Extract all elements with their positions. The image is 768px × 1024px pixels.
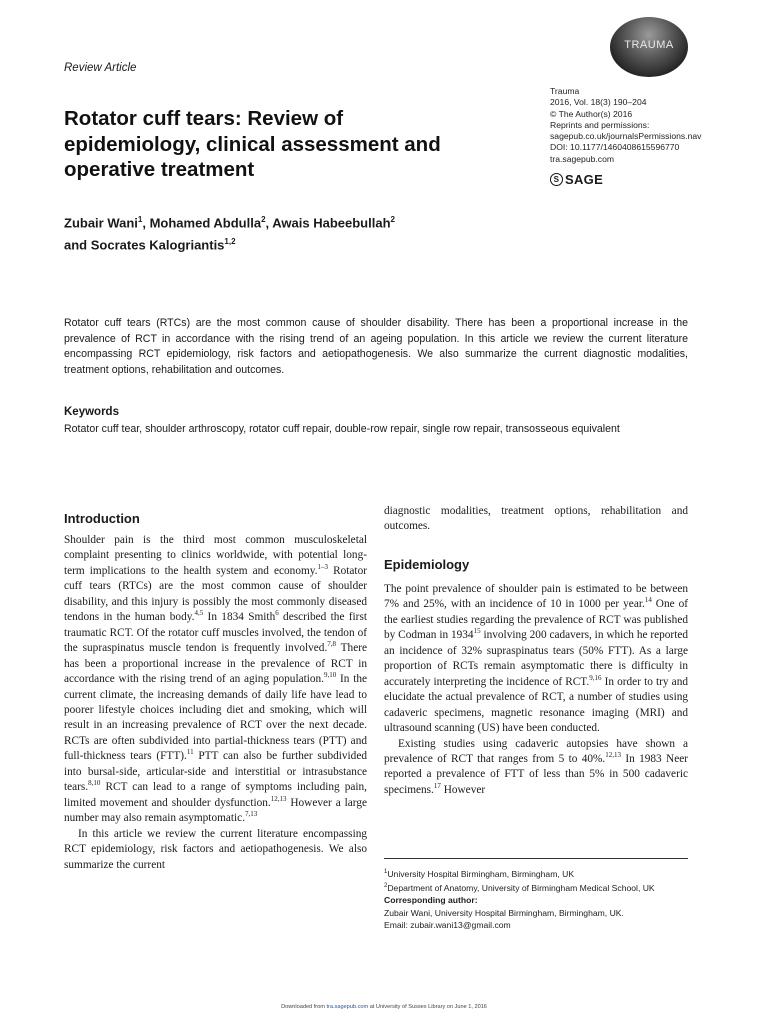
citation-superscript[interactable]: 8,10	[88, 779, 101, 788]
citation-superscript[interactable]: 7,13	[245, 810, 258, 819]
meta-copyright: © The Author(s) 2016	[550, 108, 633, 119]
download-suffix: at University of Sussex Library on June 1, 2016	[368, 1004, 487, 1010]
affiliation-text: University Hospital Birmingham, Birmingham, UK	[387, 868, 575, 879]
text-run: The point prevalence of shoulder pain is estimated to be between 7% and 25%, with an incidence of 10 in 1000 per year.	[384, 583, 688, 611]
citation-superscript[interactable]: 15	[473, 627, 481, 636]
sage-s-icon: S	[550, 173, 563, 186]
author-name: Socrates Kalogriantis	[90, 237, 225, 253]
author-name: Mohamed Abdulla	[149, 215, 262, 231]
author-name: Zubair Wani	[64, 215, 138, 231]
author-affiliation-mark: 2	[261, 215, 266, 224]
affiliation-2	[384, 880, 694, 894]
affiliation-1	[384, 866, 694, 880]
text-run: However	[440, 783, 486, 796]
citation-superscript[interactable]: 7,8	[327, 640, 337, 649]
author-name: Awais Habeebullah	[272, 215, 391, 231]
meta-volume: 2016, Vol. 18(3) 190–204	[550, 97, 647, 108]
journal-logo-text: TRAUMA	[624, 39, 674, 51]
text-run: One of the earliest studies regarding the prevalence of RCT was published by Codman in 1934	[384, 598, 688, 642]
download-source-link[interactable]: tra.sagepub.com	[326, 1004, 369, 1010]
citation-superscript[interactable]: 4,5	[194, 609, 204, 618]
right-column	[384, 582, 688, 798]
author-line-2	[64, 232, 534, 254]
intro-paragraph-2: In this article we review the current literature encompassing RCT epidemiology, risk factors and aetiopathogenesis. We also summarize the current	[64, 827, 367, 871]
affiliation-text: Department of Anatomy, University of Birmingham Medical School, UK	[387, 883, 655, 894]
author-affiliation-mark: 2	[390, 215, 395, 224]
sage-logo-text: SAGE	[565, 172, 604, 187]
download-prefix: Downloaded from	[281, 1004, 327, 1010]
citation-superscript[interactable]: 1–3	[317, 563, 329, 572]
download-notice	[0, 1004, 768, 1010]
text-run: RCT can lead to a range of symptoms including pain, limited movement and shoulder dysfunction.	[64, 781, 367, 809]
keywords-list: Rotator cuff tear, shoulder arthroscopy, rotator cuff repair, double-row repair, single row repair, transosseous equivalent	[64, 423, 620, 435]
citation-superscript[interactable]: 14	[644, 596, 652, 605]
citation-superscript[interactable]: 9,10	[324, 671, 337, 680]
author-affiliation-mark: 1	[137, 215, 143, 224]
text-run: described the first traumatic RCT. Of the rotator cuff muscles involved, the tendon of the supraspinatus muscle tendon is frequently involved.	[64, 611, 367, 655]
article-title: Rotator cuff tears: Review of epidemiology, clinical assessment and operative treatment	[64, 107, 441, 181]
left-column	[64, 533, 367, 873]
text-run: In 1983 Neer reported a prevalence of FTT of less than 5% in 500 cadaveric specimens.	[384, 752, 688, 796]
citation-superscript[interactable]: 12,13	[605, 751, 621, 760]
corresponding-author-address: Zubair Wani, University Hospital Birmingham, Birmingham, UK.	[384, 907, 624, 918]
text-run: involving 200 cadavers, in which he reported an incidence of 32% supraspinatus tears (50% FTT). As a large proportion of RCTs remain asymptomatic there is difficulty in accurately interpreting the incidence of RCT.	[384, 629, 688, 688]
intro-paragraph-2-continued: diagnostic modalities, treatment options, rehabilitation and outcomes.	[384, 505, 688, 533]
text-run: However a large number may also remain asymptomatic.	[64, 796, 367, 825]
corresponding-author-heading: Corresponding author:	[384, 895, 478, 906]
right-column-continuation	[384, 504, 688, 535]
section-heading-introduction: Introduction	[64, 511, 140, 526]
author-affiliation-mark: 1,2	[224, 237, 236, 247]
meta-permissions-link[interactable]: sagepub.co.uk/journalsPermissions.nav	[550, 131, 702, 142]
text-run: There has been a proportional increase in the prevalence of RCT in accordance with the rising trend of an aging population.	[64, 642, 367, 686]
section-heading-epidemiology: Epidemiology	[384, 557, 470, 572]
text-run: Rotator cuff tears (RTCs) are the most common cause of shoulder disability, and this injury is possibly the most commonly diseased tendons in the human body.	[64, 564, 367, 624]
author-list	[64, 210, 534, 255]
text-run: In the current climate, the increasing demands of daily life have lead to poorer lifestyle choices including diet and smoking, which will result in an increasing prevalence of RCT over the next decade. RCTs are often subdivided into partial-thickness tears (PTT) and full-thickness tears (FTT).	[64, 673, 367, 763]
text-run: Shoulder pain is the third most common musculoskeletal complaint presenting to clinics worldwide, with potential long-term implications to the health system and economy.	[64, 534, 367, 577]
journal-logo	[610, 17, 688, 77]
keywords-heading: Keywords	[64, 406, 119, 418]
footnote-divider	[384, 858, 688, 859]
intro-paragraph-1	[64, 533, 367, 827]
sage-publisher-logo	[550, 172, 603, 187]
text-run: In 1834 Smith	[203, 611, 276, 624]
text-run: In order to try and elucidate the actual prevalence of RCT, a number of studies using cadaveric specimens, magnetic resonance imaging (MRI) and ultrasound scanning (US) have been conducted.	[384, 675, 688, 735]
epidemiology-paragraph-1	[384, 582, 688, 737]
citation-superscript[interactable]: 9,16	[589, 673, 602, 682]
abstract: Rotator cuff tears (RTCs) are the most common cause of shoulder disability. There has been a proportional increase in the prevalence of RCT in accordance with the rising trend of an ageing population. In this article we review the current literature encompassing RCT epidemiology, risk factors and aetiopathogenesis. We also summarize the current diagnostic modalities, treatment options, rehabilitation and outcomes.	[64, 317, 688, 376]
article-type-label: Review Article	[64, 62, 137, 74]
corresponding-author-email[interactable]: Email: zubair.wani13@gmail.com	[384, 919, 511, 930]
author-conjunction: and	[64, 237, 88, 253]
author-line-1: Zubair Wani$^1$, Mohamed Abdulla$^2$, Awais Habeebullah$^2$	[64, 215, 395, 231]
meta-journal: Trauma	[550, 86, 580, 96]
affiliation-mark: 1	[384, 869, 388, 875]
publication-meta	[550, 86, 701, 165]
affiliation-mark: 2	[384, 883, 388, 890]
footnotes	[384, 866, 694, 931]
citation-superscript[interactable]: 11	[186, 748, 194, 757]
text-run: PTT can also be further subdivided into bursal-side, articular-side and interstitial or intrasubstance tears.	[64, 750, 367, 794]
text-run: Existing studies using cadaveric autopsies have shown a prevalence of RCT that ranges from 5 to 40%.	[384, 737, 688, 765]
citation-superscript[interactable]: 6	[275, 609, 279, 618]
citation-superscript[interactable]: 12,13	[270, 794, 287, 803]
meta-journal-url[interactable]: tra.sagepub.com	[550, 153, 615, 164]
meta-reprints: Reprints and permissions:	[550, 119, 650, 130]
epidemiology-paragraph-2	[384, 737, 688, 799]
citation-superscript[interactable]: 17	[433, 782, 441, 791]
meta-doi[interactable]: DOI: 10.1177/1460408615596770	[550, 142, 680, 153]
